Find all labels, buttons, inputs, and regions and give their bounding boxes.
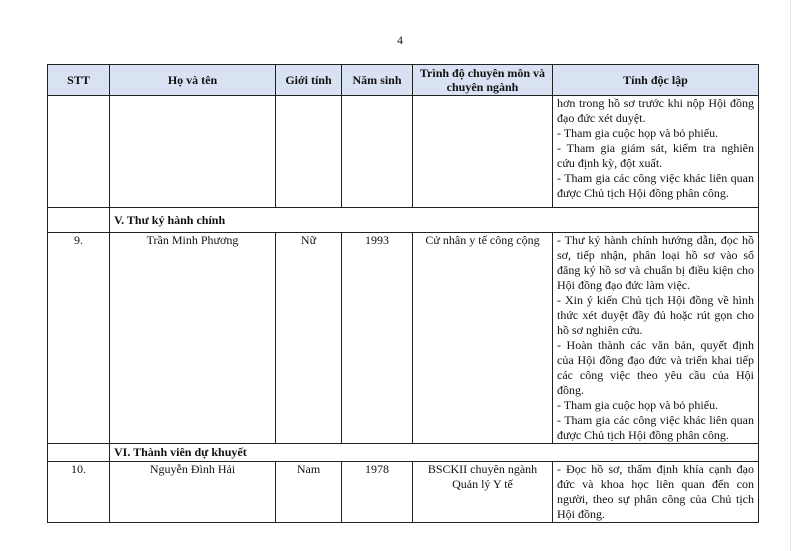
- cell-birth-year: 1978: [342, 462, 413, 523]
- cell-empty: [276, 96, 342, 208]
- cell-empty: [48, 96, 110, 208]
- cell-empty: [413, 96, 553, 208]
- cell-gender: Nữ: [276, 233, 342, 444]
- table-row: [48, 233, 759, 444]
- table-row-continued: [48, 96, 759, 208]
- independence-line: - Tham gia giám sát, kiểm tra nghiên cứu định kỳ, đột xuất.: [557, 141, 754, 170]
- independence-line: - Đọc hồ sơ, thẩm định khía cạnh đạo đức và khoa học liên quan đến con người, theo sự phân công của Chủ tịch Hội đồng.: [557, 462, 754, 521]
- cell-qualification: Cử nhân y tế công cộng: [413, 233, 553, 444]
- header-qualification: Trình độ chuyên môn và chuyên ngành: [413, 65, 553, 96]
- section-title: V. Thư ký hành chính: [110, 208, 759, 233]
- cell-independence: [553, 462, 759, 523]
- cell-name: Trần Minh Phương: [110, 233, 276, 444]
- independence-line: - Tham gia cuộc họp và bỏ phiếu.: [557, 126, 719, 140]
- header-stt: STT: [48, 65, 110, 96]
- cell-empty: [48, 444, 110, 462]
- independence-line: - Tham gia các công việc khác liên quan được Chủ tịch Hội đồng phân công.: [557, 413, 754, 442]
- independence-line: hơn trong hồ sơ trước khi nộp Hội đồng đạo đức xét duyệt.: [557, 96, 754, 125]
- page-number: 4: [397, 33, 403, 47]
- cell-gender: Nam: [276, 462, 342, 523]
- cell-name: Nguyễn Đình Hải: [110, 462, 276, 523]
- independence-line: - Xin ý kiến Chủ tịch Hội đồng về hình thức xét duyệt đầy đủ hoặc rút gọn cho hồ sơ nghiên cứu.: [557, 293, 754, 337]
- cell-independence: [553, 233, 759, 444]
- cell-qualification: BSCKII chuyên ngành Quản lý Y tế: [413, 462, 553, 523]
- cell-birth-year: 1993: [342, 233, 413, 444]
- page-edge: [790, 0, 791, 551]
- members-table: [47, 64, 759, 523]
- header-gender: Giới tính: [276, 65, 342, 96]
- cell-independence: [553, 96, 759, 208]
- independence-line: - Hoàn thành các văn bản, quyết định của Hội đồng đạo đức và triển khai tiếp các công việc theo yêu cầu của Hội đồng.: [557, 338, 754, 397]
- independence-line: - Thư ký hành chính hướng dẫn, đọc hồ sơ, tiếp nhận, phân loại hồ sơ vào sổ đăng ký hồ sơ và chuẩn bị điều kiện cho Hội đồng đạo đức làm việc.: [557, 233, 754, 292]
- header-name: Họ và tên: [110, 65, 276, 96]
- independence-line: - Tham gia cuộc họp và bỏ phiếu.: [557, 398, 719, 412]
- table-row: [48, 462, 759, 523]
- cell-empty: [110, 96, 276, 208]
- section-row: [48, 208, 759, 233]
- cell-stt: 9.: [48, 233, 110, 444]
- table-header-row: [48, 65, 759, 96]
- cell-stt: 10.: [48, 462, 110, 523]
- header-independence: Tính độc lập: [553, 65, 759, 96]
- header-birth-year: Năm sinh: [342, 65, 413, 96]
- independence-line: - Tham gia các công việc khác liên quan được Chủ tịch Hội đồng phân công.: [557, 171, 754, 200]
- section-title: VI. Thành viên dự khuyết: [110, 444, 759, 462]
- cell-empty: [342, 96, 413, 208]
- section-row: [48, 444, 759, 462]
- cell-empty: [48, 208, 110, 233]
